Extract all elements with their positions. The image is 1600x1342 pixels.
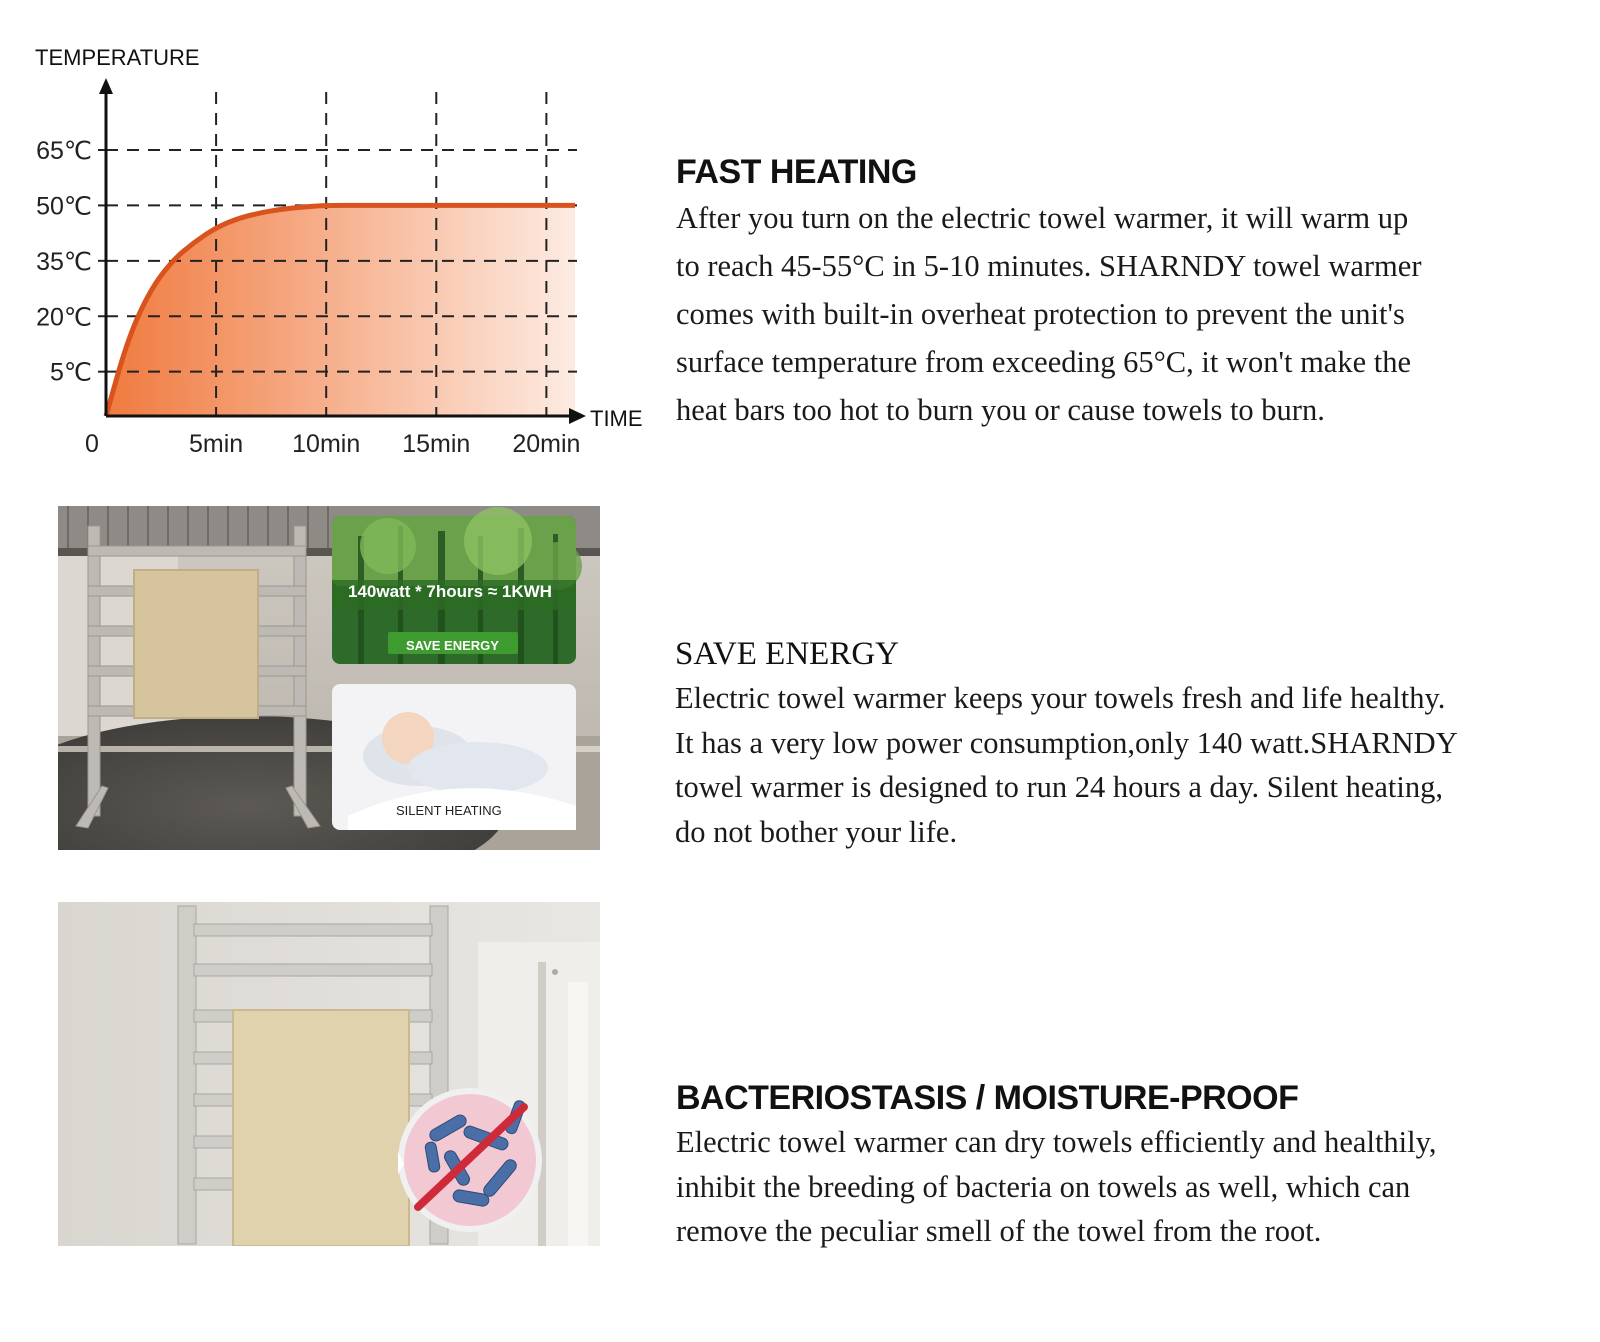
series-area (106, 205, 575, 416)
x-axis-title: TIME (590, 406, 643, 431)
save-energy-line: It has a very low power consumption,only 140 watt.SHARNDY (675, 725, 1458, 760)
bacteriostasis-line: Electric towel warmer can dry towels efficiently and healthily, (676, 1125, 1437, 1159)
bacteriostasis-line: remove the peculiar smell of the towel from the root. (676, 1214, 1322, 1248)
fast-heating-title: FAST HEATING (676, 153, 917, 191)
y-tick-label: 35℃ (36, 247, 92, 276)
temperature-chart (20, 30, 660, 480)
bacteria-inset (398, 1088, 542, 1232)
fast-heating-line: heat bars too hot to burn you or cause towels to burn. (676, 393, 1325, 427)
y-axis-arrow (99, 78, 113, 94)
energy-formula-caption: 140watt * 7hours ≈ 1KWH (348, 582, 552, 601)
y-tick-label: 65℃ (36, 137, 92, 165)
silent-heating-caption: SILENT HEATING (396, 803, 502, 818)
fast-heating-line: to reach 45-55°C in 5-10 minutes. SHARNDY towel warmer (676, 249, 1422, 283)
y-axis-title: TEMPERATURE (35, 45, 200, 70)
y-tick-label: 50℃ (36, 192, 92, 221)
fast-heating-line: comes with built-in overheat protection to prevent the unit's (676, 297, 1405, 331)
y-tick-label: 5℃ (50, 358, 92, 387)
save-energy-line: do not bother your life. (675, 814, 958, 849)
save-energy-line: towel warmer is designed to run 24 hours a day. Silent heating, (675, 770, 1443, 804)
save-energy-title: SAVE ENERGY (675, 636, 899, 672)
save-energy-body (675, 676, 1458, 854)
save-energy-badge: SAVE ENERGY (406, 638, 499, 653)
fast-heating-body (676, 194, 1421, 434)
bacteriostasis-section (676, 1076, 1437, 1254)
save-energy-section (675, 634, 1458, 854)
room-scene-illustration (58, 506, 600, 850)
save-energy-line: Electric towel warmer keeps your towels fresh and life healthy. (675, 681, 1446, 715)
fast-heating-line: surface temperature from exceeding 65°C, it won't make the (676, 345, 1412, 379)
y-tick-label: 20℃ (36, 303, 92, 332)
bacteriostasis-line: inhibit the breeding of bacteria on towels as well, which can (676, 1169, 1411, 1204)
bacteriostasis-body (676, 1120, 1437, 1254)
towel-warmer-bathroom-photo (58, 902, 600, 1246)
x-axis-arrow (569, 408, 586, 424)
towel-warmer-living-room-photo (58, 506, 600, 850)
fast-heating-line: After you turn on the electric towel warmer, it will warm up (676, 201, 1409, 235)
x-tick-label: 15min (402, 430, 471, 458)
x-tick-label: 20min (512, 430, 581, 458)
x-tick-label: 10min (292, 430, 361, 458)
x-tick-label: 5min (189, 430, 244, 458)
x-tick-label: 0 (85, 430, 99, 458)
bathroom-scene-illustration (58, 902, 600, 1246)
fast-heating-section (676, 150, 1421, 434)
bacteriostasis-title: BACTERIOSTASIS / MOISTURE-PROOF (676, 1079, 1299, 1117)
